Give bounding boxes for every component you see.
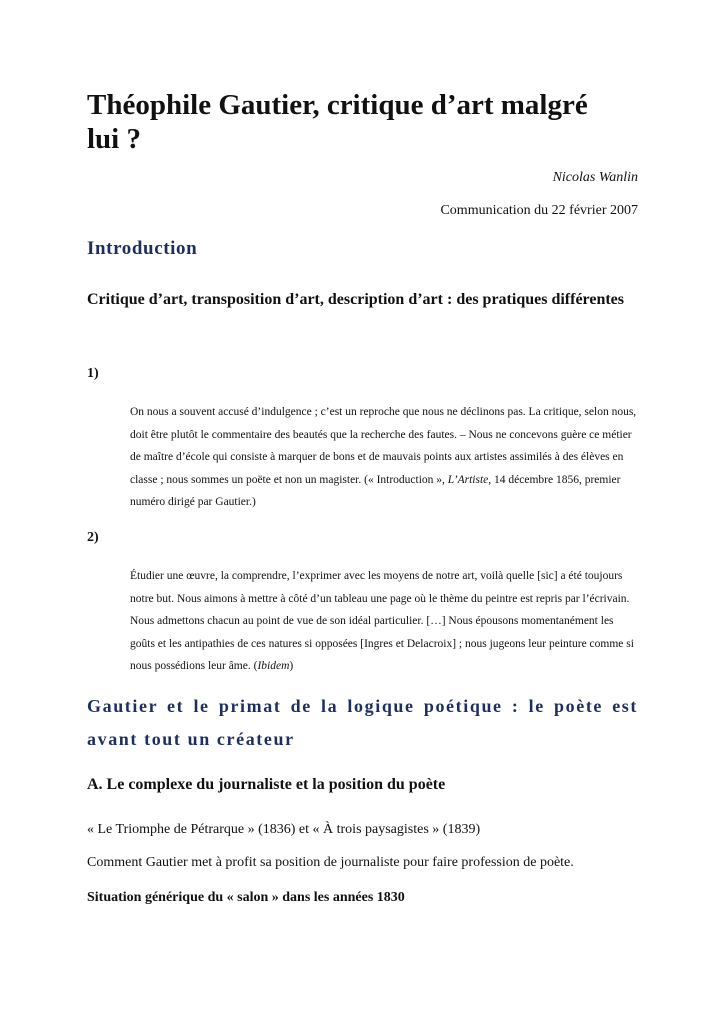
quote-2 [130, 565, 638, 678]
quote-1-text: On nous a souvent accusé d’indulgence ; c’est un reproche que nous ne déclinons pas. La critique, selon nous, doit être plutôt le commentaire des beautés que la recherche des fautes. – Nous ne concevons guère ce métier de maître d’école qui consiste à marquer de bons et de mauvais points aux artistes assimilés à des élèves en classe ; nous sommes un poëte et non un magister. (« Introduction », [130, 406, 637, 486]
quote-2-text: Étudier une œuvre, la comprendre, l’exprimer avec les moyens de notre art, voilà quelle [sic] a été toujours notre but. Nous aimons à mettre à côté d’un tableau une page où le thème du peintre est repris par l’écrivain. Nous admettons chacun au point de vue de son idéal particulier. […] Nous épousons momentanément les goûts et les antipathies de ces natures si opposées [Ingres et Delacroix] ; nous jugeons leur peinture comme si nous possédions leur âme. ( [130, 570, 634, 672]
item-1-label: 1) [87, 366, 99, 381]
section-a-heading: A. Le complexe du journaliste et la position du poète [87, 776, 446, 793]
communication-date: Communication du 22 février 2007 [440, 203, 638, 218]
quote-2-end: ) [289, 660, 294, 672]
introduction-heading: Introduction [87, 238, 198, 259]
author-name: Nicolas Wanlin [552, 170, 638, 185]
quote-2-italic: Ibidem [257, 660, 290, 672]
paragraph-2: Comment Gautier met à profit sa position de journaliste pour faire profession de poète. [87, 855, 574, 870]
quote-1-end: , 14 décembre 1856, premier numéro dirigé par Gautier.) [130, 473, 621, 508]
quote-1-italic: L’Artiste [447, 473, 489, 486]
item-2-label: 2) [87, 530, 99, 545]
document-title: Théophile Gautier, critique d’art malgré lui ? [87, 89, 588, 155]
quote-1 [130, 401, 638, 514]
paragraph-1: « Le Triomphe de Pétrarque » (1836) et « À trois paysagistes » (1839) [87, 822, 481, 837]
subheading: Critique d’art, transposition d’art, description d’art : des pratiques différentes [87, 291, 625, 308]
section-heading: Gautier et le primat de la logique poétique : le poète est avant tout un créateur [87, 696, 638, 749]
paragraph-3: Situation générique du « salon » dans les années 1830 [87, 890, 405, 905]
